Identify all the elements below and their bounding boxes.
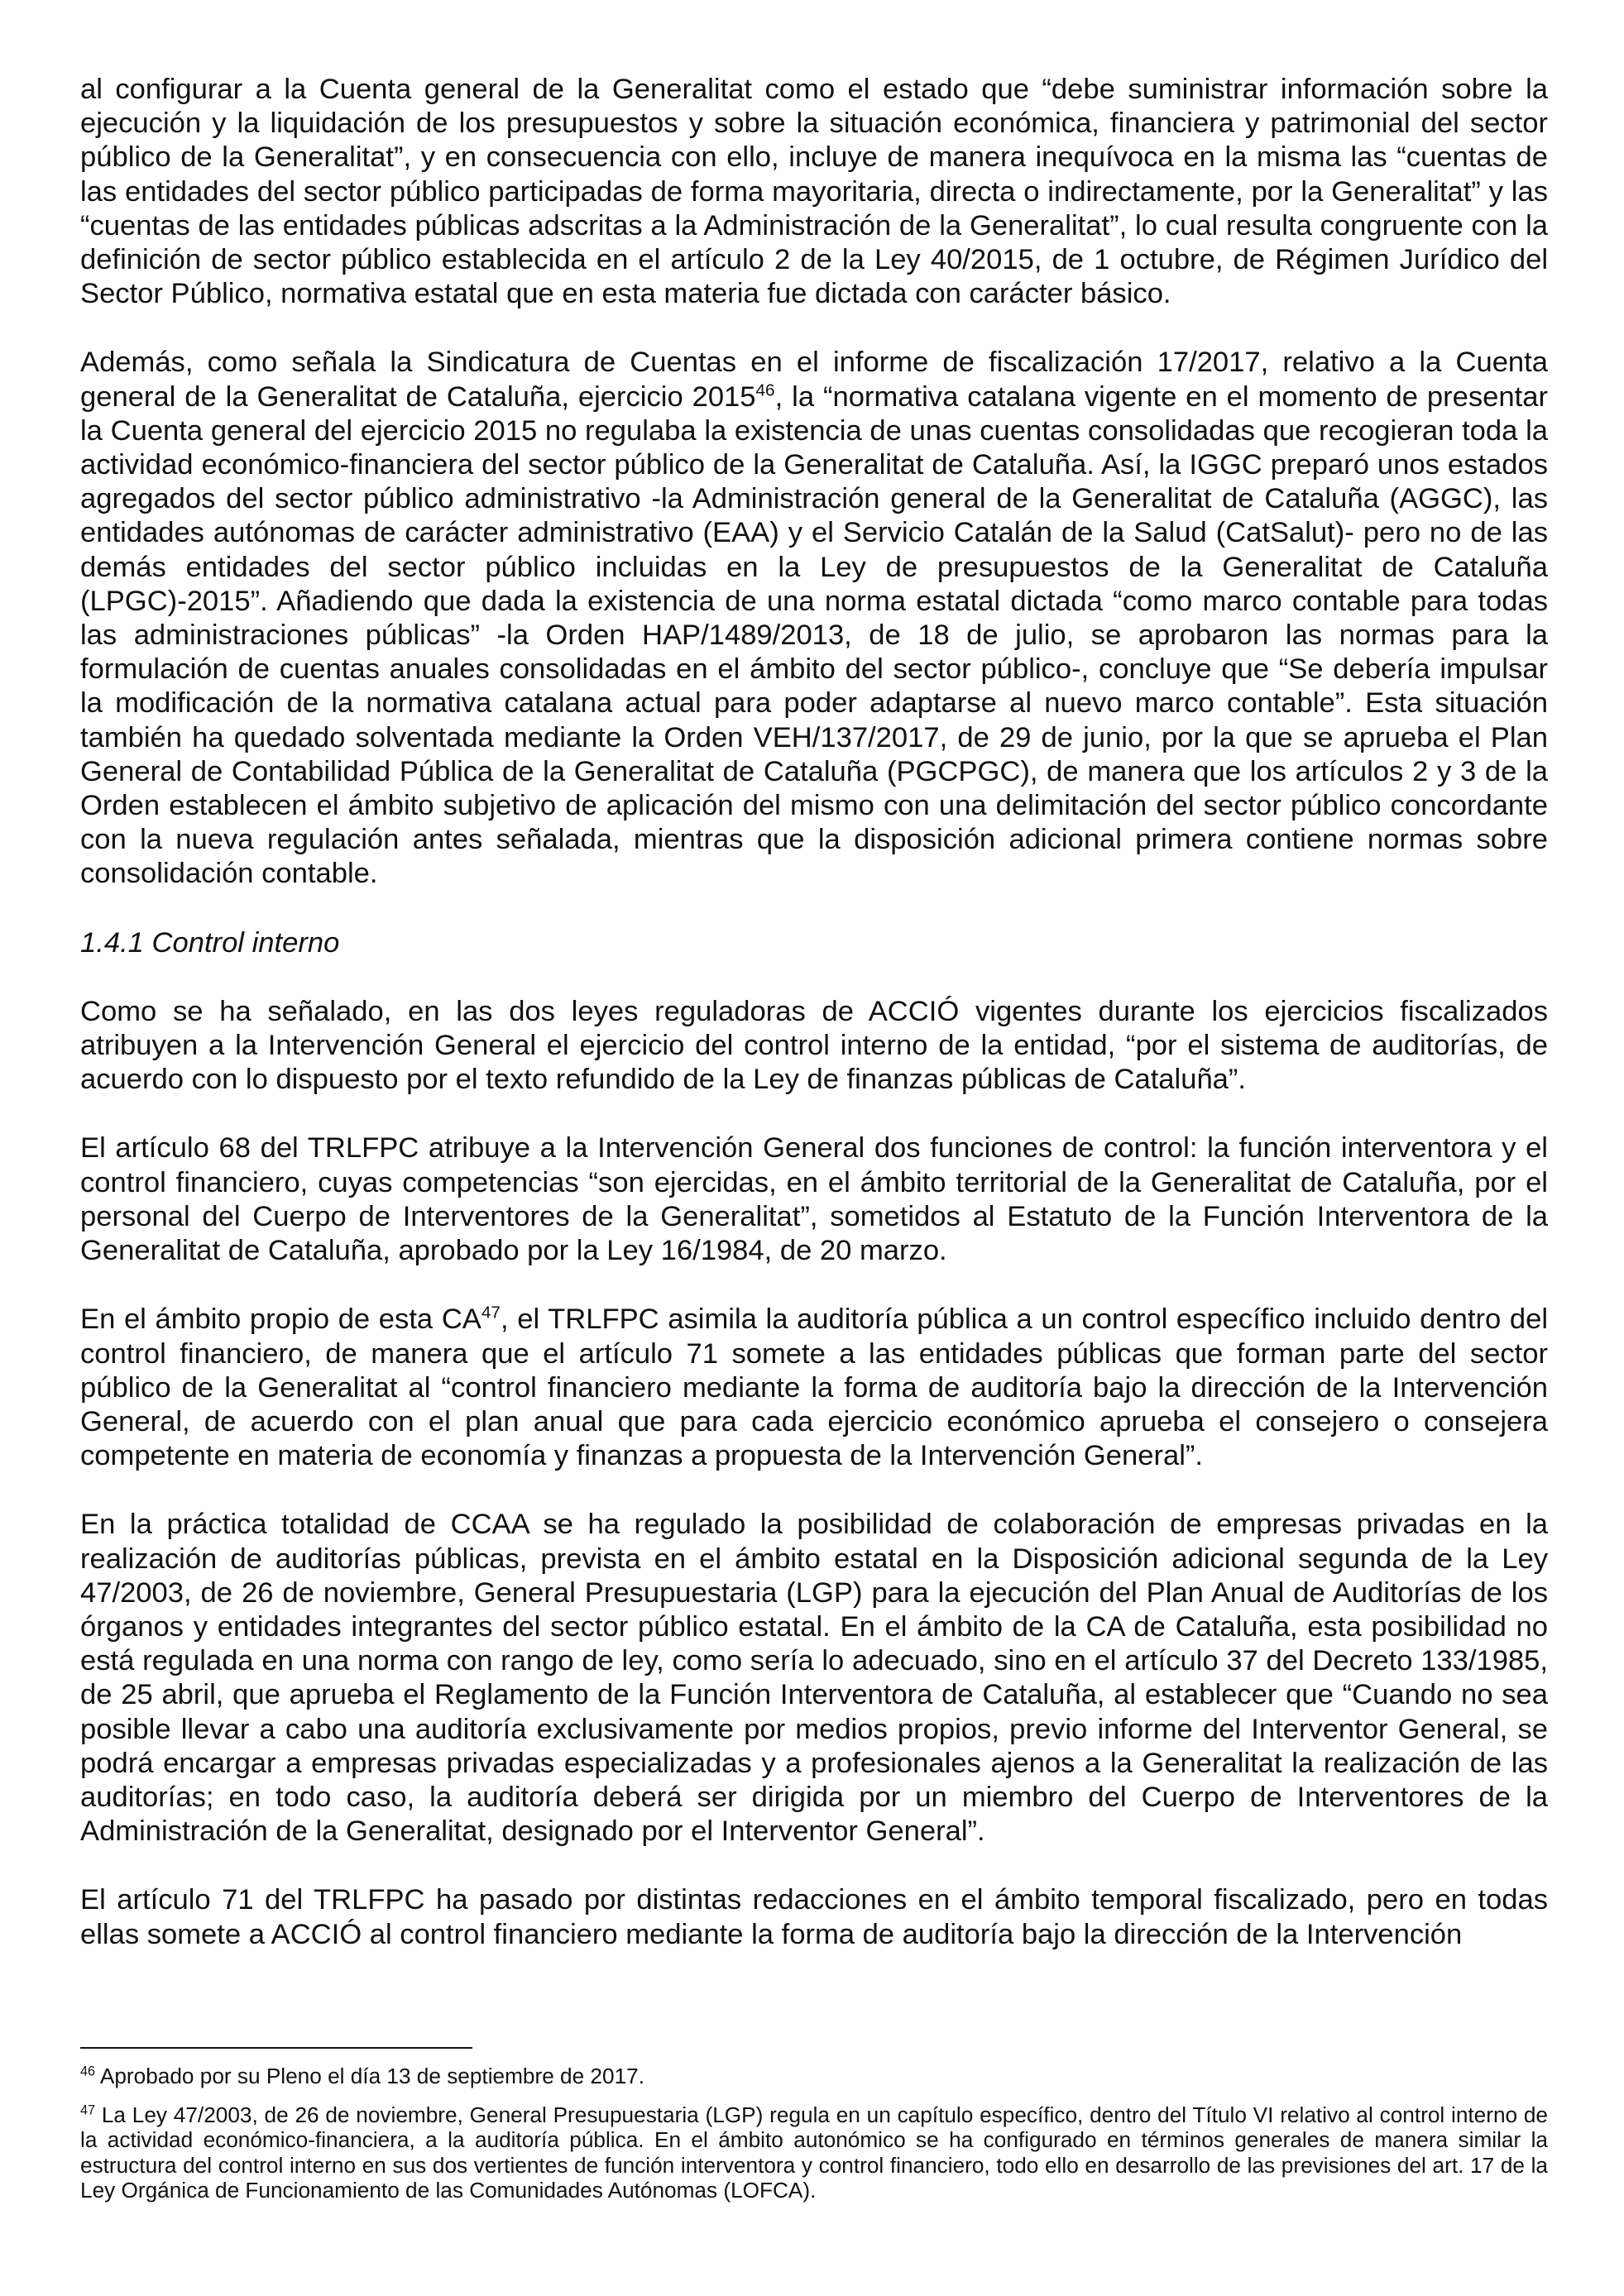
paragraph-text: Como se ha señalado, en las dos leyes reguladoras de ACCIÓ vigentes durante los ejercicios fiscalizados atribuyen a la Intervención General el ejercicio del control interno de la entidad, “por el sistema de auditorías, de acuerdo con lo dispuesto por el texto refundido de la Ley de finanzas públicas de Cataluña”. — [80, 995, 1548, 1096]
footnotes — [80, 2064, 1548, 2217]
footnote-text: Aprobado por su Pleno el día 13 de septiembre de 2017. — [99, 2064, 644, 2088]
footnote-number: 47 — [80, 2102, 96, 2117]
paragraph-articulo-68 — [80, 1131, 1548, 1268]
footnote-ref-46[interactable]: 46 — [755, 380, 775, 400]
footnote-47 — [80, 2102, 1548, 2203]
document-body — [80, 73, 1548, 1987]
footnote-divider — [80, 2047, 472, 2049]
footnote-46 — [80, 2064, 1548, 2089]
paragraph-text: El artículo 71 del TRLFPC ha pasado por distintas redacciones en el ámbito temporal fiscalizado, pero en todas ellas somete a ACCIÓ al control financiero mediante la forma de auditoría bajo la dirección de la Intervención — [80, 1884, 1548, 1950]
footnote-text: La Ley 47/2003, de 26 de noviembre, General Presupuestaria (LGP) regula en un capítulo específico, dentro del Título VI relativo al control interno de la actividad económico-financiera, a la auditoría pública. En el ámbito autonómico se ha configurado en términos generales de manera similar la estructura del control interno en sus dos vertientes de función interventora y control financiero, todo ello en desarrollo de las previsiones del art. 17 de la Ley Orgánica de Funcionamiento de las Comunidades Autónomas (LOFCA). — [80, 2102, 1548, 2203]
paragraph-articulo-71 — [80, 1883, 1548, 1951]
footnote-number: 46 — [80, 2064, 96, 2079]
paragraph-sindicatura — [80, 346, 1548, 891]
paragraph-text: El artículo 68 del TRLFPC atribuye a la Intervención General dos funciones de control: la función interventora y el control financiero, cuyas competencias “son ejercidas, en el ámbito territorial de la Generalitat de Cataluña, por el personal del Cuerpo de Interventores de la Generalitat”, sometidos al Estatuto de la Función Interventora de la Generalitat de Cataluña, aprobado por la Ley 16/1984, de 20 marzo. — [80, 1132, 1548, 1267]
paragraph-text: al configurar a la Cuenta general de la Generalitat como el estado que “debe suministrar información sobre la ejecución y la liquidación de los presupuestos y sobre la situación económica, financiera y patrimonial del sector público de la Generalitat”, y en consecuencia con ello, incluye de manera inequívoca en la misma las “cuentas de las entidades del sector público participadas de forma mayoritaria, directa o indirectamente, por la Generalitat” y las “cuentas de las entidades públicas adscritas a la Administración de la Generalitat”, lo cual resulta congruente con la definición de sector público establecida en el artículo 2 de la Ley 40/2015, de 1 octubre, de Régimen Jurídico del Sector Público, normativa estatal que en esta materia fue dictada con carácter básico. — [80, 74, 1548, 310]
paragraph-practica-ccaa — [80, 1508, 1548, 1849]
section-heading: 1.4.1 Control interno — [80, 926, 340, 959]
paragraph-text: En la práctica totalidad de CCAA se ha regulado la posibilidad de colaboración de empresas privadas en la realización de auditorías públicas, prevista en el ámbito estatal en la Disposición adicional segunda de la Ley 47/2003, de 26 de noviembre, General Presupuestaria (LGP) para la ejecución del Plan Anual de Auditorías de los órganos y entidades integrantes del sector público estatal. En el ámbito de la CA de Cataluña, esta posibilidad no está regulada en una norma con rango de ley, como sería lo adecuado, sino en el artículo 37 del Decreto 133/1985, de 25 abril, que aprueba el Reglamento de la Función Interventora de Cataluña, al establecer que “Cuando no sea posible llevar a cabo una auditoría exclusivamente por medios propios, previo informe del Interventor General, se podrá encargar a empresas privadas especializadas y a profesionales ajenos a la Generalitat la realización de las auditorías; en todo caso, la auditoría deberá ser dirigida por un miembro del Cuerpo de Interventores de la Administración de la Generalitat, designado por el Interventor General”. — [80, 1509, 1548, 1848]
footnote-ref-47[interactable]: 47 — [481, 1303, 501, 1323]
paragraph-ambito-propio — [80, 1303, 1548, 1473]
paragraph-leyes-reguladoras — [80, 995, 1548, 1098]
paragraph-text: Además, como señala la Sindicatura de Cuentas en el informe de fiscalización 17/2017, relativo a la Cuenta general de la Generalitat de Cataluña, ejercicio 2015 — [80, 347, 1548, 413]
paragraph-text: En el ámbito propio de esta CA — [80, 1303, 481, 1336]
paragraph-text: , la “normativa catalana vigente en el momento de presentar la Cuenta general del ejercicio 2015 no regulaba la existencia de unas cuentas consolidadas que recogieran toda la actividad económico-financiera del sector público de la Generalitat de Cataluña. Así, la IGGC preparó unos estados agregados del sector público administrativo -la Administración general de la Generalitat de Cataluña (AGGC), las entidades autónomas de carácter administrativo (EAA) y el Servicio Catalán de la Salud (CatSalut)- pero no de las demás entidades del sector público incluidas en la Ley de presupuestos de la Generalitat de Cataluña (LPGC)-2015”. Añadiendo que dada la existencia de una norma estatal dictada “como marco contable para todas las administraciones públicas” -la Orden HAP/1489/2013, de 18 de julio, se aprobaron las normas para la formulación de cuentas anuales consolidadas en el ámbito del sector público-, concluye que “Se debería impulsar la modificación de la normativa catalana actual para poder adaptarse al nuevo marco contable”. Esta situación también ha quedado solventada mediante la Orden VEH/137/2017, de 29 de junio, por la que se aprueba el Plan General de Contabilidad Pública de la Generalitat de Cataluña (PGCPGC), de manera que los artículos 2 y 3 de la Orden establecen el ámbito subjetivo de aplicación del mismo con una delimitación del sector público concordante con la nueva regulación antes señalada, mientras que la disposición adicional primera contiene normas sobre consolidación contable. — [80, 380, 1548, 890]
paragraph-cuenta-general — [80, 73, 1548, 311]
paragraph-text: , el TRLFPC asimila la auditoría pública a un control específico incluido dentro del control financiero, de manera que el artículo 71 somete a las entidades públicas que forman parte del sector público de la Generalitat al “control financiero mediante la forma de auditoría bajo la dirección de la Intervención General, de acuerdo con el plan anual que para cada ejercicio económico aprueba el consejero o consejera competente en materia de economía y finanzas a propuesta de la Intervención General”. — [80, 1303, 1549, 1472]
